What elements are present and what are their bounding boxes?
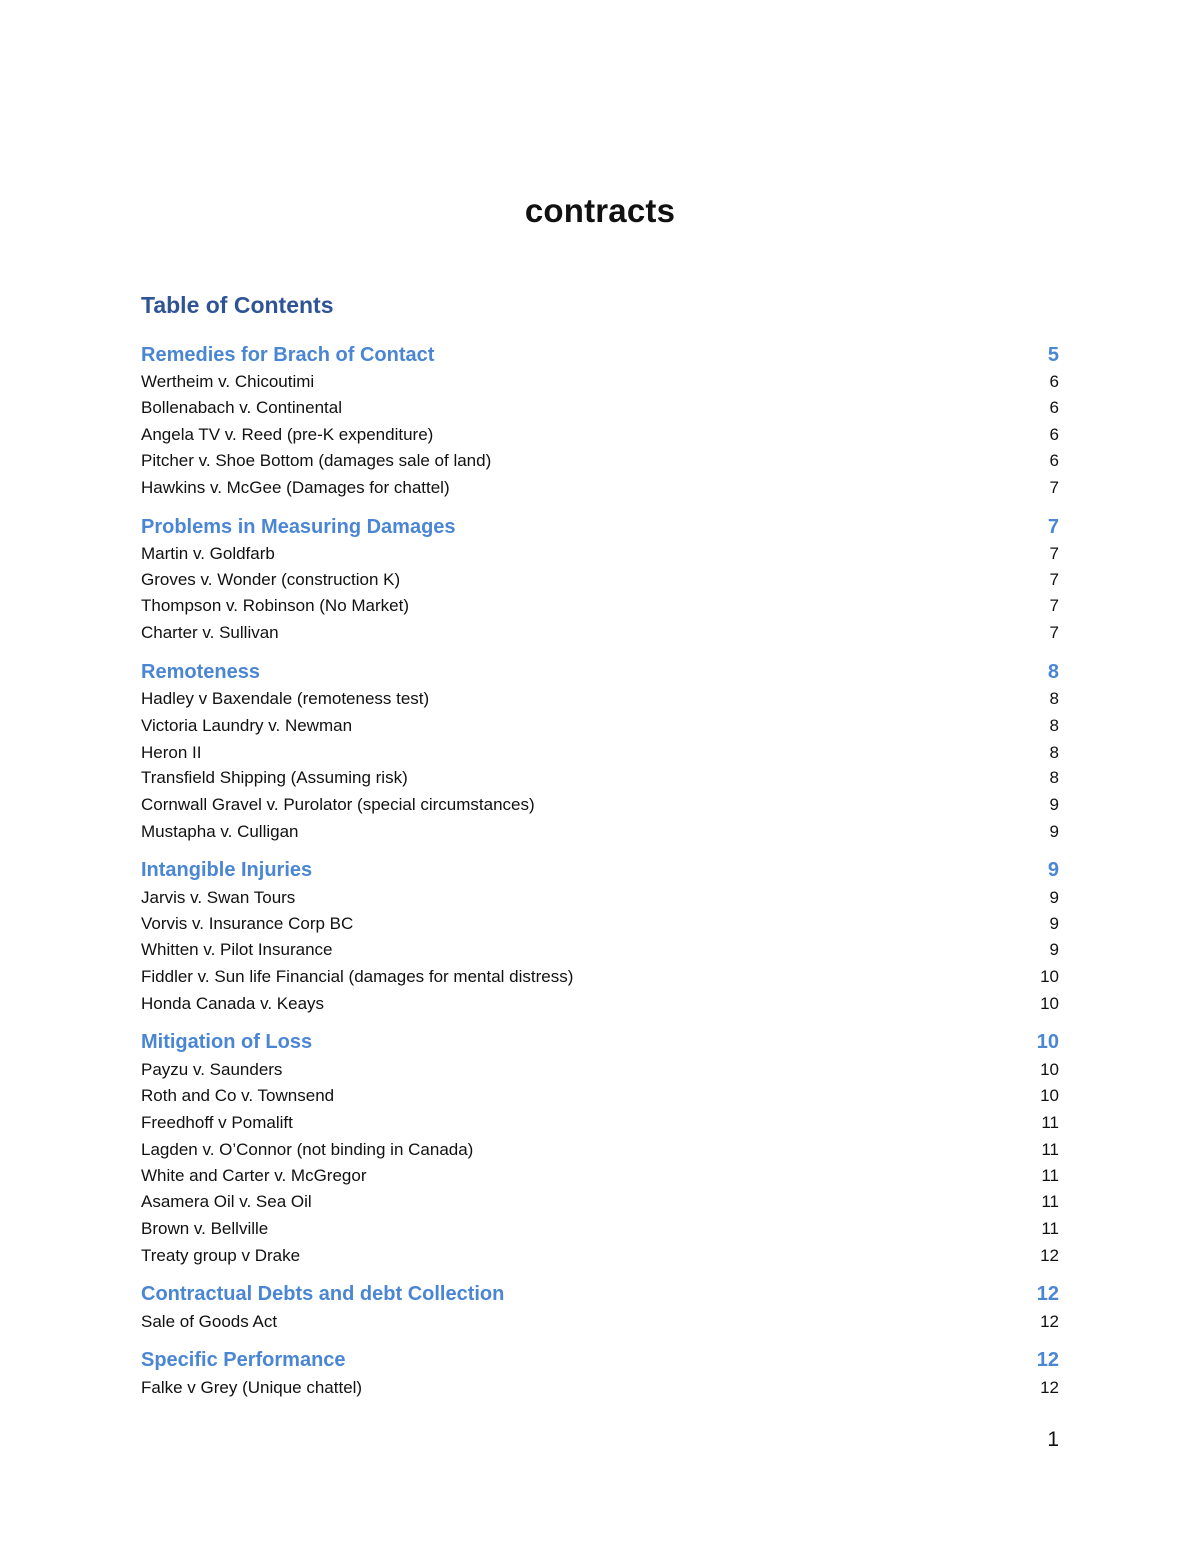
toc-entry-page: 8: [1049, 689, 1059, 708]
toc-entry-page: 7: [1049, 544, 1059, 563]
toc-entry-title: Whitten v. Pilot Insurance: [141, 940, 333, 959]
toc-section-title: Intangible Injuries: [141, 858, 313, 881]
toc-section-remedies[interactable]: [141, 343, 1059, 367]
toc-entry-title: Bollenabach v. Continental: [141, 398, 342, 417]
toc-entry-page: 9: [1049, 940, 1059, 959]
toc-entry-title: Mustapha v. Culligan: [141, 822, 299, 841]
toc-entry-title: Hadley v Baxendale (remoteness test): [141, 689, 430, 708]
toc-section-page: 7: [1047, 515, 1059, 538]
toc-entry-page: 11: [1041, 1219, 1059, 1238]
page-number: 1: [1047, 1428, 1059, 1451]
toc-entry-title: Pitcher v. Shoe Bottom (damages sale of land): [141, 451, 492, 470]
toc-entry-title: Cornwall Gravel v. Purolator (special circumstances): [141, 795, 535, 814]
toc-entry-page: 8: [1049, 768, 1059, 787]
toc-entry[interactable]: [141, 1190, 1059, 1214]
toc-entry-page: 11: [1041, 1192, 1059, 1211]
toc-section-specific-performance[interactable]: [141, 1348, 1059, 1372]
toc-entry-page: 10: [1040, 967, 1059, 986]
toc-section-title: Problems in Measuring Damages: [141, 515, 456, 538]
toc-entry[interactable]: [141, 396, 1059, 420]
toc-entry-title: Freedhoff v Pomalift: [141, 1113, 293, 1132]
toc-entry[interactable]: [141, 820, 1059, 844]
toc-entry-page: 7: [1049, 478, 1059, 497]
toc-entry[interactable]: [141, 1111, 1059, 1135]
toc-list: [141, 0, 1059, 1553]
toc-entry-page: 9: [1049, 822, 1059, 841]
toc-entry-page: 6: [1049, 451, 1059, 470]
toc-entry[interactable]: [141, 766, 1059, 790]
toc-entry[interactable]: [141, 793, 1059, 817]
toc-entry-title: Transfield Shipping (Assuming risk): [141, 768, 408, 787]
toc-entry[interactable]: [141, 912, 1059, 936]
toc-section-title: Specific Performance: [141, 1348, 346, 1371]
toc-entry[interactable]: [141, 1376, 1059, 1400]
toc-entry-page: 7: [1049, 570, 1059, 589]
toc-section-page: 8: [1047, 660, 1059, 683]
toc-entry-page: 7: [1049, 596, 1059, 615]
toc-entry-page: 6: [1049, 425, 1059, 444]
toc-entry[interactable]: [141, 938, 1059, 962]
toc-entry[interactable]: [141, 449, 1059, 473]
toc-section-remoteness[interactable]: [141, 660, 1059, 684]
toc-entry[interactable]: [141, 542, 1059, 566]
toc-entry-title: White and Carter v. McGregor: [141, 1166, 367, 1185]
toc-entry-title: Heron II: [141, 743, 202, 762]
toc-entry-title: Treaty group v Drake: [141, 1246, 301, 1265]
toc-entry[interactable]: [141, 741, 1059, 765]
toc-entry-title: Victoria Laundry v. Newman: [141, 716, 353, 735]
toc-entry-page: 8: [1049, 716, 1059, 735]
toc-section-page: 12: [1036, 1348, 1059, 1371]
toc-entry-title: Wertheim v. Chicoutimi: [141, 372, 315, 391]
toc-entry[interactable]: [141, 1164, 1059, 1188]
toc-entry-page: 9: [1049, 888, 1059, 907]
toc-entry-title: Asamera Oil v. Sea Oil: [141, 1192, 312, 1211]
toc-section-page: 5: [1047, 343, 1059, 366]
toc-entry-title: Payzu v. Saunders: [141, 1060, 283, 1079]
toc-entry-title: Vorvis v. Insurance Corp BC: [141, 914, 354, 933]
toc-entry-title: Roth and Co v. Townsend: [141, 1086, 335, 1105]
toc-entry-page: 9: [1049, 795, 1059, 814]
toc-entry-page: 12: [1040, 1378, 1059, 1397]
toc-entry[interactable]: [141, 886, 1059, 910]
toc-section-title: Contractual Debts and debt Collection: [141, 1282, 505, 1305]
toc-entry[interactable]: [141, 1244, 1059, 1268]
toc-section-title: Remedies for Brach of Contact: [141, 343, 435, 366]
toc-entry-page: 6: [1049, 372, 1059, 391]
toc-section-page: 12: [1036, 1282, 1059, 1305]
toc-section-page: 10: [1036, 1030, 1059, 1053]
toc-entry-title: Angela TV v. Reed (pre-K expenditure): [141, 425, 434, 444]
toc-section-mitigation[interactable]: [141, 1030, 1059, 1054]
toc-entry-page: 11: [1041, 1113, 1059, 1132]
toc-entry[interactable]: [141, 1217, 1059, 1241]
toc-entry-title: Brown v. Bellville: [141, 1219, 269, 1238]
toc-entry[interactable]: [141, 594, 1059, 618]
toc-entry-page: 11: [1041, 1140, 1059, 1159]
toc-entry[interactable]: [141, 965, 1059, 989]
toc-entry-page: 8: [1049, 743, 1059, 762]
toc-entry-title: Honda Canada v. Keays: [141, 994, 325, 1013]
toc-entry[interactable]: [141, 476, 1059, 500]
toc-section-contractual-debts[interactable]: [141, 1282, 1059, 1306]
toc-entry[interactable]: [141, 1058, 1059, 1082]
toc-entry-title: Jarvis v. Swan Tours: [141, 888, 296, 907]
toc-entry[interactable]: [141, 687, 1059, 711]
toc-entry-page: 9: [1049, 914, 1059, 933]
toc-section-title: Remoteness: [141, 660, 260, 683]
toc-entry-page: 12: [1040, 1312, 1059, 1331]
toc-entry-title: Lagden v. O’Connor (not binding in Canada): [141, 1140, 474, 1159]
toc-entry[interactable]: [141, 1138, 1059, 1162]
toc-section-measuring-damages[interactable]: [141, 515, 1059, 539]
toc-entry-page: 11: [1041, 1166, 1059, 1185]
toc-entry-page: 7: [1049, 623, 1059, 642]
toc-entry[interactable]: [141, 992, 1059, 1016]
toc-section-page: 9: [1047, 858, 1059, 881]
toc-entry[interactable]: [141, 1310, 1059, 1334]
toc-entry[interactable]: [141, 621, 1059, 645]
toc-section-title: Mitigation of Loss: [141, 1030, 313, 1053]
toc-section-intangible-injuries[interactable]: [141, 858, 1059, 882]
toc-entry[interactable]: [141, 370, 1059, 394]
toc-entry-page: 6: [1049, 398, 1059, 417]
toc-entry-title: Falke v Grey (Unique chattel): [141, 1378, 363, 1397]
toc-entry[interactable]: [141, 568, 1059, 592]
toc-entry-title: Fiddler v. Sun life Financial (damages for mental distress): [141, 967, 574, 986]
toc-entry-title: Sale of Goods Act: [141, 1312, 278, 1331]
toc-entry[interactable]: [141, 423, 1059, 447]
toc-heading: Table of Contents: [141, 292, 334, 318]
toc-entry-title: Thompson v. Robinson (No Market): [141, 596, 410, 615]
toc-entry-page: 12: [1040, 1246, 1059, 1265]
document-title: contracts: [524, 192, 676, 229]
toc-entry-page: 10: [1040, 1086, 1059, 1105]
toc-entry-page: 10: [1040, 994, 1059, 1013]
toc-entry-page: 10: [1040, 1060, 1059, 1079]
toc-entry-title: Charter v. Sullivan: [141, 623, 279, 642]
toc-entry-title: Hawkins v. McGee (Damages for chattel): [141, 478, 450, 497]
toc-entry-title: Groves v. Wonder (construction K): [141, 570, 401, 589]
toc-entry[interactable]: [141, 1084, 1059, 1108]
toc-entry[interactable]: [141, 714, 1059, 738]
toc-entry-title: Martin v. Goldfarb: [141, 544, 275, 563]
